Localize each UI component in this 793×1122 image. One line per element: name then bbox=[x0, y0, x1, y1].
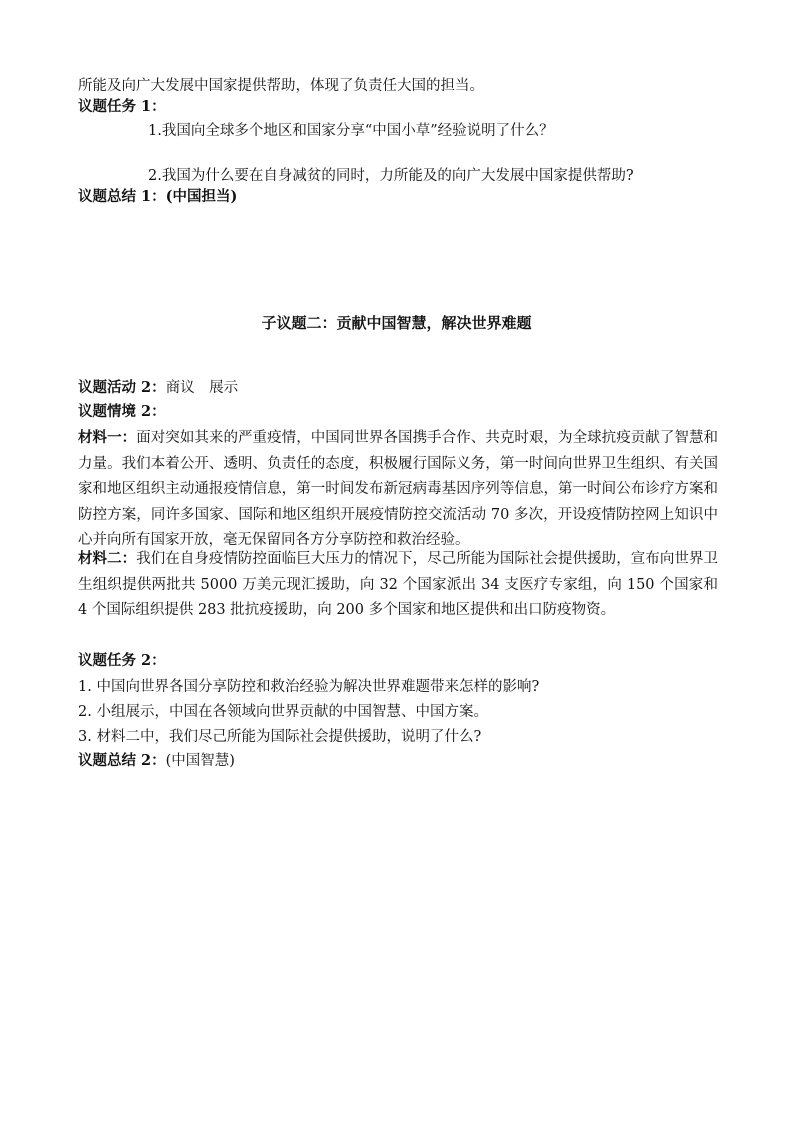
material-2 bbox=[78, 546, 718, 624]
material-1-text: 面对突如其来的严重疫情，中国同世界各国携手合作、共克时艰，为全球抗疫贡献了智慧和力量。我们本着公开、透明、负责任的态度，积极履行国际义务，第一时间向世界卫生组织、有关国家和地区组织主动通报疫情信息，第一时间发布新冠病毒基因序列等信息，第一时间公布诊疗方案和防控方案，同许多国家、国际和地区组织开展疫情防控交流活动 70 多次，开设疫情防控网上知识中心并向所有国家开放，毫无保留同各方分享防控和救治经验。 bbox=[78, 430, 718, 548]
material-1-label: 材料一： bbox=[78, 429, 137, 446]
material-2-text: 我们在自身疫情防控面临巨大压力的情况下，尽己所能为国际社会提供援助，宣布向世界卫生组织提供两批共 5000 万美元现汇援助，向 32 个国家派出 34 支医疗专家组，向 150 个国家和 4 个国际组织提供 283 批抗疫援助，向 200 多个国家和地区提供和出口防疫物资。 bbox=[78, 551, 718, 618]
continuation-text: 所能及向广大发展中国家提供帮助，体现了负责任大国的担当。 bbox=[78, 78, 484, 94]
task-2-item-2: 2. 小组展示，中国在各领域向世界贡献的中国智慧、中国方案。 bbox=[78, 704, 488, 720]
task-1-item-2: 2.我国为什么要在自身减贫的同时，力所能及的向广大发展中国家提供帮助? bbox=[148, 168, 634, 184]
summary-2 bbox=[78, 751, 718, 771]
summary-1: 议题总结 1：(中国担当) bbox=[78, 188, 238, 205]
context-heading-2: 议题情境 2： bbox=[78, 403, 166, 420]
material-2-label: 材料二： bbox=[78, 550, 137, 567]
activity-2-text: 商议 展示 bbox=[165, 380, 239, 396]
task-2-item-3: 3. 材料二中，我们尽己所能为国际社会提供援助，说明了什么? bbox=[78, 729, 482, 745]
activity-2-label: 议题活动 2： bbox=[78, 379, 166, 396]
summary-2-text: (中国智慧) bbox=[165, 753, 235, 769]
summary-2-label: 议题总结 2： bbox=[78, 752, 166, 769]
task-2-item-1: 1. 中国向世界各国分享防控和救治经验为解决世界难题带来怎样的影响? bbox=[78, 679, 540, 695]
task-heading-1: 议题任务 1： bbox=[78, 98, 166, 115]
task-1-item-1: 1.我国向全球多个地区和国家分享“中国小草”经验说明了什么？ bbox=[148, 123, 554, 139]
task-heading-2: 议题任务 2： bbox=[78, 652, 166, 669]
subtopic-2-title: 子议题二：贡献中国智慧，解决世界难题 bbox=[261, 314, 532, 332]
material-1 bbox=[78, 425, 718, 554]
activity-2 bbox=[78, 378, 718, 398]
